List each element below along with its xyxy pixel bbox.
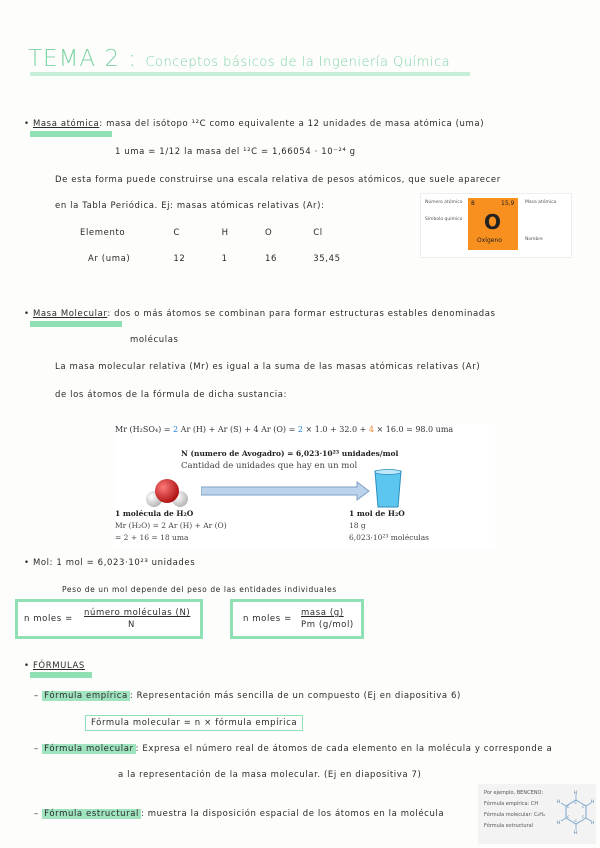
structural-line: – Fórmula estructural : muestra la disposición espacial de los átomos en la molécula <box>34 809 445 819</box>
element-symbol: O <box>484 210 502 234</box>
element-name: Oxígeno <box>477 237 502 244</box>
bullet: • <box>24 661 30 671</box>
formulas-heading-line <box>24 661 85 671</box>
formula-box-molecules: n moles = número moléculas (N) N <box>15 599 203 639</box>
atom-h: H <box>591 799 595 804</box>
atom-c: C <box>567 815 570 819</box>
molecular-mass-text4: de los átomos de la fórmula de dicha sustancia: <box>55 390 287 400</box>
water-molecule-icon <box>145 475 189 511</box>
arrow-icon <box>201 481 371 501</box>
molecular-mass-definition: : dos o más átomos se combinan para formar estructuras estables denominadas <box>107 309 496 319</box>
formula-box-mass: n moles = masa (g) Pm (g/mol) <box>230 599 364 639</box>
left-title: 1 molécula de H₂O <box>115 509 194 518</box>
fraction-denominator: N <box>128 620 135 630</box>
right-title: 1 mol de H₂O <box>349 509 405 518</box>
title-sub: Conceptos básicos de la Ingeniería Química <box>145 55 451 70</box>
mol-definition: : 1 mol = 6,023·10²³ unidades <box>49 558 196 568</box>
name-label: Nombre <box>525 237 543 242</box>
molecular-label: Fórmula molecular <box>44 744 134 754</box>
left-line2: = 2 + 16 = 18 uma <box>115 533 189 542</box>
atom-c: C <box>567 805 570 809</box>
heading-highlight <box>30 321 122 327</box>
atomic-mass-line1 <box>24 119 484 129</box>
title-underline <box>30 72 470 76</box>
number-label: Número atómico <box>425 200 463 205</box>
symbol-label: Símbolo químico <box>425 217 463 222</box>
ar-table-row: Ar (uma) 12 1 16 35,45 <box>88 254 341 264</box>
atom-h: H <box>557 820 561 825</box>
atom-h: H <box>591 820 595 825</box>
molecular-formula-box: Fórmula molecular = n × fórmula empírica <box>85 715 303 731</box>
atomic-mass-heading: Masa atómica <box>32 119 100 129</box>
page-title <box>28 46 450 72</box>
empirical-label: Fórmula empírica <box>44 691 128 701</box>
atomic-mass-text3: De esta forma puede construirse una escala relativa de pesos atómicos, que suele aparecer <box>55 175 501 185</box>
structural-label: Fórmula estructural <box>44 809 139 819</box>
heading-highlight <box>30 131 112 137</box>
mol-heading: Mol <box>32 558 50 568</box>
bullet: • <box>24 309 30 319</box>
quantity-caption: Cantidad de unidades que hay en un mol <box>181 461 358 471</box>
water-glass-icon <box>373 469 403 509</box>
benzene-card <box>478 784 596 844</box>
bullet: • <box>24 558 30 568</box>
uma-definition: 1 uma = 1/12 la masa del ¹²C = 1,66054 · 10⁻²⁴ g <box>115 147 356 157</box>
atom-c: C <box>582 805 585 809</box>
mol-text2: Peso de un mol depende del peso de las entidades individuales <box>62 585 337 594</box>
molecular-mass-heading: Masa Molecular <box>32 309 108 319</box>
atomic-number: 8 <box>471 200 475 207</box>
atom-h: H <box>574 830 578 835</box>
molecular-text2: a la representación de la masa molecular. (Ej en diapositiva 7) <box>118 770 422 780</box>
ar-table-row: Elemento C H O Cl <box>80 228 323 238</box>
mass-label: Masa atómica <box>525 200 557 205</box>
formulas-heading: FÓRMULAS <box>32 661 85 671</box>
fraction-numerator: número moléculas (N) <box>84 608 191 618</box>
mol-line1 <box>24 558 195 568</box>
atomic-mass-value: 15,9 <box>501 200 515 207</box>
molecular-mass-text2: moléculas <box>130 335 179 345</box>
empirical-line: – Fórmula empírica : Representación más sencilla de un compuesto (Ej en diapositiva 6) <box>34 691 461 701</box>
avogadro-number: N (numero de Avogadro) = 6,023·10²³ unidades/mol <box>181 449 399 458</box>
benzene-text: Por ejemplo, BENCENO: Fórmula empírica: CH Fórmula molecular: C₆H₆ Fórmula estructural <box>484 790 546 829</box>
molecular-mass-line1 <box>24 309 496 319</box>
atom-h: H <box>574 790 578 795</box>
molecular-text1: : Expresa el número real de átomos de cada elemento en la molécula y corresponde a <box>135 744 553 754</box>
atomic-mass-text4: en la Tabla Periódica. Ej: masas atómicas relativas (Ar): <box>55 201 325 211</box>
heading-highlight <box>30 672 92 678</box>
right-line2: 6,023·10²³ moléculas <box>349 533 430 542</box>
benzene-structure-icon <box>556 788 596 840</box>
title-main: TEMA 2 <box>28 46 121 72</box>
molecular-mass-text3: La masa molecular relativa (Mr) es igual a la suma de las masas atómicas relativas (Ar) <box>55 362 481 372</box>
atom-h: H <box>557 799 561 804</box>
h2so4-formula: Mr (H₂SO₄) = 2 Ar (H) + Ar (S) + 4 Ar (O) = 2 × 1.0 + 32.0 + 4 × 16.0 = 98.0 uma <box>115 425 454 434</box>
fraction-denominator: Pm (g/mol) <box>301 620 354 630</box>
atom-c: C <box>582 815 585 819</box>
empirical-text: : Representación más sencilla de un compuesto (Ej en diapositiva 6) <box>129 691 461 701</box>
title-colon: : <box>128 46 138 72</box>
structural-text: : muestra la disposición espacial de los átomos en la molécula <box>140 809 445 819</box>
molecular-line: – Fórmula molecular : Expresa el número real de átomos de cada elemento en la molécula y corresponde a <box>34 744 553 754</box>
right-line1: 18 g <box>349 521 366 530</box>
atomic-mass-definition: : masa del isótopo ¹²C como equivalente a 12 unidades de masa atómica (uma) <box>99 119 485 129</box>
mol-figure <box>115 423 495 548</box>
fraction-numerator: masa (g) <box>301 608 344 618</box>
left-line1: Mr (H₂O) = 2 Ar (H) + Ar (O) <box>115 521 227 530</box>
atom-c: C <box>574 819 577 823</box>
bullet: • <box>24 119 30 129</box>
element-card <box>420 193 572 258</box>
atom-c: C <box>574 801 577 805</box>
